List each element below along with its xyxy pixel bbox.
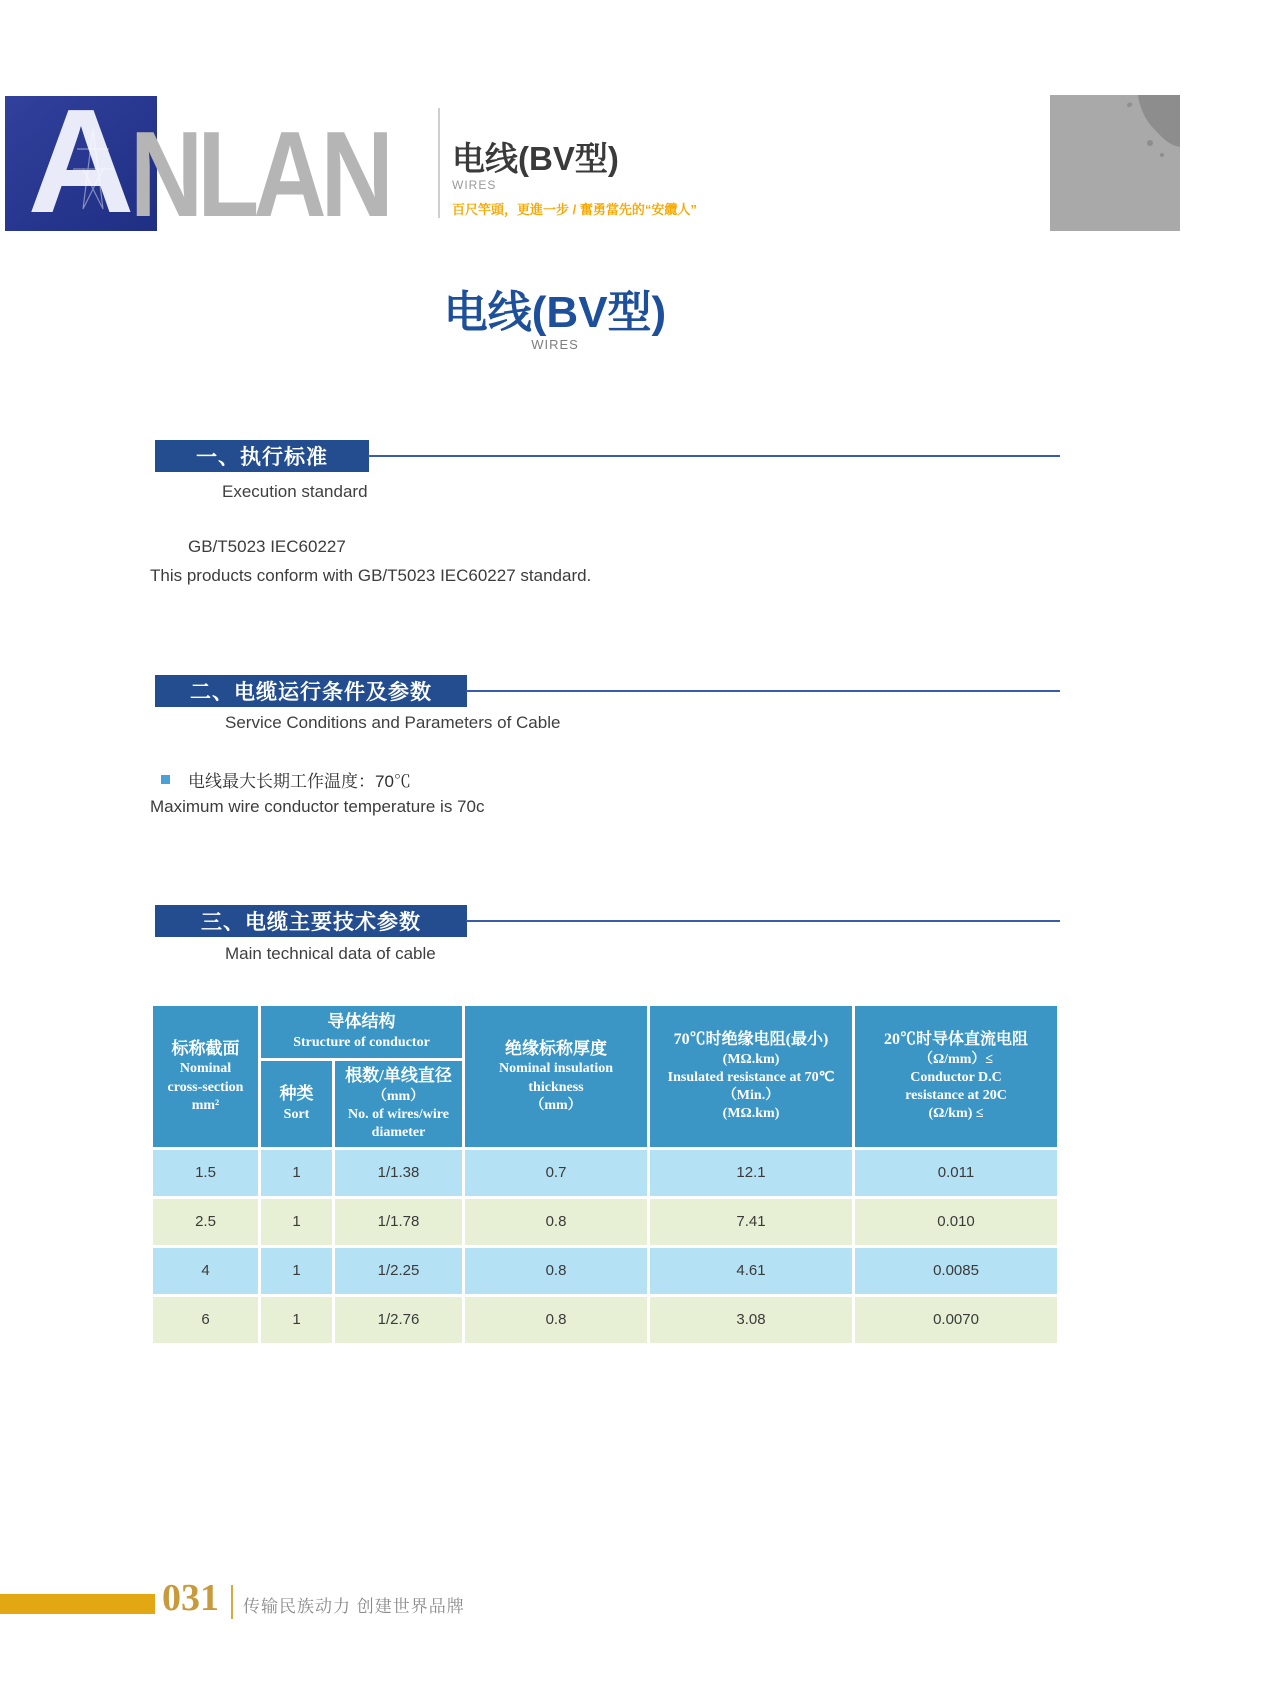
insulation-unit: （mm）: [530, 1097, 582, 1113]
cell: 1: [261, 1297, 332, 1343]
section-2-heading: 二、电缆运行条件及参数: [155, 675, 467, 707]
col-header-insulation-thickness: [465, 1006, 647, 1147]
wires-zh: 根数/单线直径: [345, 1066, 452, 1085]
cell: 0.8: [465, 1248, 647, 1294]
section-2-subheading: Service Conditions and Parameters of Cable: [225, 713, 561, 732]
section-3-rule: [466, 920, 1060, 922]
pylon-sketch-icon: [63, 124, 123, 214]
page-number: 031: [162, 1577, 219, 1619]
footer-slogan: 传输民族动力 创建世界品牌: [243, 1597, 465, 1616]
res70-zh: 70℃时绝缘电阻(最小): [673, 1031, 829, 1049]
conductor-zh: 导体结构: [327, 1012, 396, 1032]
res20-en2: resistance at 20C: [905, 1088, 1007, 1104]
insulation-en2: thickness: [528, 1079, 584, 1095]
res70-min: （Min.）: [722, 1088, 780, 1104]
footer-gold-bar: [0, 1594, 155, 1614]
page-title: 电线(BV型): [443, 288, 667, 337]
cell: 1: [261, 1248, 332, 1294]
map-thumbnail: [1050, 95, 1180, 231]
nominal-unit: mm²: [191, 1097, 220, 1113]
cell: 6: [153, 1297, 258, 1343]
cell: 0.010: [855, 1199, 1057, 1245]
table-row: [153, 1199, 1057, 1245]
bullet-square-icon: [161, 775, 170, 784]
nominal-zh: 标称截面: [171, 1038, 240, 1058]
cell: 4.61: [650, 1248, 852, 1294]
header-product-subtitle: WIRES: [452, 178, 497, 192]
cell: 0.8: [465, 1199, 647, 1245]
res70-en: Insulated resistance at 70℃: [667, 1069, 835, 1085]
cell: 1: [261, 1199, 332, 1245]
cell: 4: [153, 1248, 258, 1294]
map-shape-icon: [1050, 95, 1180, 231]
cell: 1/2.25: [335, 1248, 462, 1294]
col-header-nominal-cross-section: [153, 1006, 258, 1147]
wires-unit: （mm）: [372, 1088, 425, 1104]
cell: 0.8: [465, 1297, 647, 1343]
section-3-subheading: Main technical data of cable: [225, 944, 436, 963]
header-tagline: 百尺竿頭，更進一步 / 奮勇當先的“安纜人”: [452, 202, 697, 217]
conductor-en: Structure of conductor: [293, 1035, 430, 1051]
section-1-rule: [368, 455, 1060, 457]
cell: 3.08: [650, 1297, 852, 1343]
nominal-en1: Nominal: [179, 1061, 232, 1077]
cell: 1.5: [153, 1150, 258, 1196]
section-1-heading: 一、执行标准: [155, 440, 369, 472]
cell: 1/1.38: [335, 1150, 462, 1196]
header-product-title: 电线(BV型): [452, 140, 619, 177]
page-subtitle: WIRES: [531, 337, 579, 352]
sort-zh: 种类: [279, 1084, 314, 1104]
col-header-conductor-structure: [261, 1006, 462, 1058]
insulation-zh: 绝缘标称厚度: [505, 1038, 608, 1058]
logo-letters-nlan: NLAN: [130, 106, 389, 242]
cell: 0.011: [855, 1150, 1057, 1196]
section-3-heading: 三、电缆主要技术参数: [155, 905, 467, 937]
standard-description: This products conform with GB/T5023 IEC60227 standard.: [150, 566, 592, 585]
sort-en: Sort: [283, 1107, 310, 1123]
cell: 0.7: [465, 1150, 647, 1196]
cell: 2.5: [153, 1199, 258, 1245]
cell: 1: [261, 1150, 332, 1196]
res70-unit2: (MΩ.km): [722, 1106, 780, 1122]
col-header-dc-resistance-20c: [855, 1006, 1057, 1147]
insulation-en1: Nominal insulation: [499, 1061, 613, 1077]
cell: 7.41: [650, 1199, 852, 1245]
max-temperature-en: Maximum wire conductor temperature is 70c: [150, 797, 485, 816]
table-row: [153, 1248, 1057, 1294]
technical-data-table: [150, 1003, 1060, 1346]
cell: 0.0085: [855, 1248, 1057, 1294]
section-2-rule: [466, 690, 1060, 692]
header-divider: [438, 108, 440, 218]
res20-en1: Conductor D.C: [910, 1069, 1002, 1085]
standard-codes: GB/T5023 IEC60227: [188, 537, 346, 556]
section-1-subheading: Execution standard: [222, 482, 368, 501]
cell: 1/1.78: [335, 1199, 462, 1245]
col-header-insulation-resistance-70c: [650, 1006, 852, 1147]
cell: 1/2.76: [335, 1297, 462, 1343]
col-header-wires-diameter: [335, 1061, 462, 1147]
res70-unit1: (MΩ.km): [722, 1051, 780, 1067]
nominal-en2: cross-section: [167, 1079, 244, 1095]
footer-divider: [231, 1585, 233, 1619]
cell: 12.1: [650, 1150, 852, 1196]
table-row: [153, 1150, 1057, 1196]
wires-en1: No. of wires/wire: [348, 1107, 449, 1123]
res20-unit2: (Ω/km) ≤: [928, 1106, 984, 1122]
res20-unit1: （Ω/mm）≤: [918, 1051, 994, 1067]
cell: 0.0070: [855, 1297, 1057, 1343]
logo-letter-a: A: [27, 79, 135, 244]
col-header-sort: [261, 1061, 332, 1147]
max-temperature-zh: 电线最大长期工作温度：70℃: [188, 772, 411, 791]
res20-zh: 20℃时导体直流电阻: [884, 1031, 1029, 1049]
wires-en2: diameter: [371, 1125, 426, 1141]
table-row: [153, 1297, 1057, 1343]
